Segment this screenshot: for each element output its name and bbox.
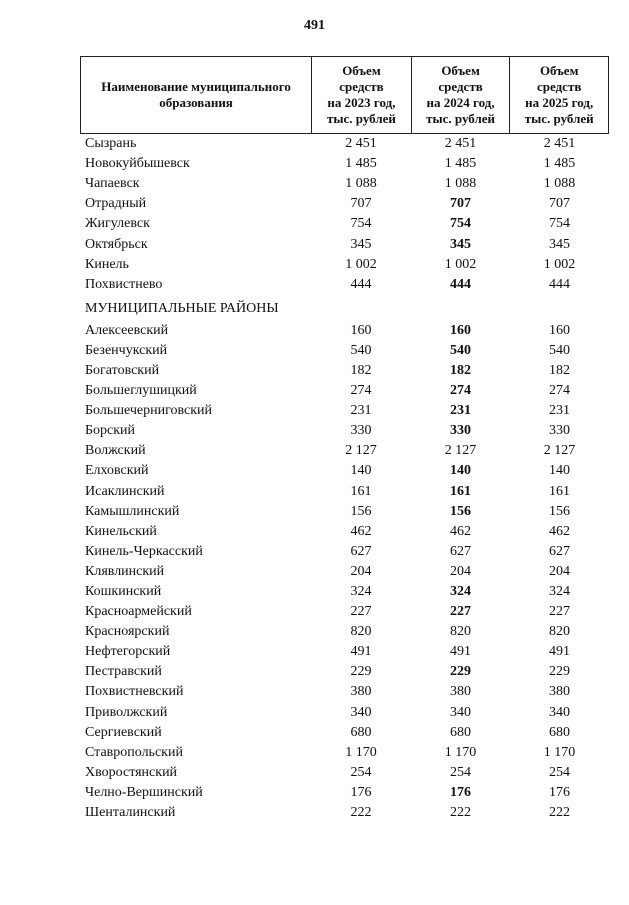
value-2023: 380 xyxy=(350,684,372,700)
value-2023: 231 xyxy=(350,403,372,419)
table-row xyxy=(80,341,609,361)
municipality-name: Камышлинский xyxy=(85,503,180,519)
value-2023: 204 xyxy=(350,563,372,579)
value-2023: 140 xyxy=(350,463,372,479)
value-2024: 160 xyxy=(450,322,471,338)
municipality-name: Волжский xyxy=(85,443,146,459)
municipality-name: Сергиевский xyxy=(85,724,162,740)
municipality-name: Приволжский xyxy=(85,704,168,720)
table-row xyxy=(80,381,609,401)
value-2024: 627 xyxy=(450,543,471,559)
value-2025: 627 xyxy=(549,543,570,559)
value-2025: 160 xyxy=(549,322,570,338)
municipality-name: Хворостянский xyxy=(85,764,178,780)
municipality-name: Чапаевск xyxy=(85,176,140,192)
municipality-name: Ставропольский xyxy=(85,744,183,760)
municipality-name: Октябрьск xyxy=(85,236,148,252)
header-2024: Объем средств на 2024 год, тыс. рублей xyxy=(411,57,510,133)
municipality-name: Красноармейский xyxy=(85,604,192,620)
municipality-name: Елховский xyxy=(85,463,149,479)
value-2025: 140 xyxy=(549,463,570,479)
municipality-name: Алексеевский xyxy=(85,322,169,338)
value-2023: 274 xyxy=(350,383,372,399)
table-row xyxy=(80,134,609,154)
value-2023: 1 002 xyxy=(345,256,377,272)
table-row xyxy=(80,255,609,275)
value-2025: 222 xyxy=(549,805,570,821)
value-2024: 274 xyxy=(450,383,471,399)
municipality-name: Кошкинский xyxy=(85,584,162,600)
value-2025: 324 xyxy=(549,584,570,600)
table-row xyxy=(80,602,609,622)
value-2024: 540 xyxy=(450,342,471,358)
table-row xyxy=(80,743,609,763)
value-2024: 2 127 xyxy=(444,443,477,459)
municipality-name: Жигулевск xyxy=(85,216,150,232)
value-2023: 330 xyxy=(350,423,372,439)
table-row xyxy=(80,321,609,341)
value-2025: 540 xyxy=(549,342,570,358)
value-2025: 462 xyxy=(549,523,570,539)
value-2025: 340 xyxy=(549,704,570,720)
value-2024: 820 xyxy=(450,624,471,640)
table-row xyxy=(80,502,609,522)
table-row xyxy=(80,622,609,642)
section-title: МУНИЦИПАЛЬНЫЕ РАЙОНЫ xyxy=(85,300,279,316)
value-2023: 462 xyxy=(350,523,372,539)
municipality-name: Красноярский xyxy=(85,624,170,640)
value-2025: 1 485 xyxy=(543,156,576,172)
value-2025: 1 170 xyxy=(543,744,576,760)
value-2024: 491 xyxy=(450,644,471,660)
value-2023: 540 xyxy=(350,342,372,358)
value-2024: 380 xyxy=(450,684,471,700)
value-2025: 1 088 xyxy=(543,176,576,192)
table-row xyxy=(80,441,609,461)
municipality-name: Сызрань xyxy=(85,136,137,152)
table-row xyxy=(80,401,609,421)
municipality-name: Богатовский xyxy=(85,362,160,378)
value-2024: 161 xyxy=(450,483,471,499)
municipality-name: Борский xyxy=(85,423,136,439)
table-row xyxy=(80,361,609,381)
value-2024: 340 xyxy=(450,704,471,720)
value-2024: 345 xyxy=(450,236,471,252)
value-2024: 324 xyxy=(450,584,471,600)
value-2024: 2 451 xyxy=(444,136,477,152)
value-2025: 330 xyxy=(549,423,570,439)
value-2023: 176 xyxy=(350,784,372,800)
table-row xyxy=(80,482,609,502)
value-2025: 161 xyxy=(549,483,570,499)
value-2024: 140 xyxy=(450,463,471,479)
value-2023: 1 170 xyxy=(345,744,377,760)
value-2023: 160 xyxy=(350,322,372,338)
table-row xyxy=(80,542,609,562)
value-2025: 754 xyxy=(549,216,570,232)
value-2025: 176 xyxy=(549,784,570,800)
value-2023: 2 451 xyxy=(345,136,377,152)
district-rows xyxy=(80,321,609,823)
value-2024: 229 xyxy=(450,664,471,680)
value-2023: 2 127 xyxy=(345,443,377,459)
municipality-name: Пестравский xyxy=(85,664,162,680)
value-2025: 231 xyxy=(549,403,570,419)
urban-rows xyxy=(80,134,609,295)
value-2023: 156 xyxy=(350,503,372,519)
municipality-name: Челно-Вершинский xyxy=(85,784,203,800)
table-row xyxy=(80,763,609,783)
table-row xyxy=(80,662,609,682)
value-2024: 1 485 xyxy=(444,156,477,172)
value-2024: 1 002 xyxy=(444,256,477,272)
municipality-name: Исаклинский xyxy=(85,483,165,499)
value-2025: 680 xyxy=(549,724,570,740)
value-2023: 680 xyxy=(350,724,372,740)
value-2023: 754 xyxy=(350,216,372,232)
header-municipality: Наименование муниципального образования xyxy=(101,79,291,110)
value-2023: 820 xyxy=(350,624,372,640)
value-2023: 182 xyxy=(350,362,372,378)
value-2025: 204 xyxy=(549,563,570,579)
table-row xyxy=(80,703,609,723)
table-row xyxy=(80,522,609,542)
table-row xyxy=(80,461,609,481)
page-number: 491 xyxy=(304,18,325,33)
value-2025: 274 xyxy=(549,383,570,399)
value-2025: 227 xyxy=(549,604,570,620)
header-2023: Объем средств на 2023 год, тыс. рублей xyxy=(311,57,411,133)
table-header xyxy=(80,56,609,134)
value-2024: 156 xyxy=(450,503,471,519)
municipality-name: Новокуйбышевск xyxy=(85,156,190,172)
value-2024: 254 xyxy=(450,764,471,780)
value-2024: 754 xyxy=(450,216,471,232)
table-row xyxy=(80,234,609,254)
value-2024: 222 xyxy=(450,805,471,821)
value-2025: 1 002 xyxy=(543,256,576,272)
value-2023: 627 xyxy=(350,543,372,559)
table-row xyxy=(80,582,609,602)
table-row xyxy=(80,174,609,194)
value-2023: 491 xyxy=(350,644,372,660)
value-2025: 380 xyxy=(549,684,570,700)
municipality-name: Безенчукский xyxy=(85,342,168,358)
table-row xyxy=(80,421,609,441)
municipality-name: Кинель-Черкасский xyxy=(85,543,203,559)
value-2025: 491 xyxy=(549,644,570,660)
value-2023: 254 xyxy=(350,764,372,780)
municipality-name: Большеглушицкий xyxy=(85,383,197,399)
value-2024: 444 xyxy=(450,276,471,292)
value-2023: 444 xyxy=(350,276,372,292)
municipality-name: Кинельский xyxy=(85,523,157,539)
municipality-name: Клявлинский xyxy=(85,563,165,579)
value-2023: 324 xyxy=(350,584,372,600)
value-2023: 1 088 xyxy=(345,176,377,192)
value-2025: 2 451 xyxy=(543,136,576,152)
table-row xyxy=(80,723,609,743)
value-2023: 1 485 xyxy=(345,156,377,172)
value-2025: 2 127 xyxy=(543,443,576,459)
value-2024: 204 xyxy=(450,563,471,579)
value-2025: 820 xyxy=(549,624,570,640)
table-row xyxy=(80,194,609,214)
table-row xyxy=(80,803,609,823)
value-2023: 161 xyxy=(350,483,372,499)
table-row xyxy=(80,275,609,295)
value-2023: 340 xyxy=(350,704,372,720)
municipality-name: Нефтегорский xyxy=(85,644,171,660)
value-2024: 707 xyxy=(450,196,471,212)
table-row xyxy=(80,783,609,803)
municipality-name: Шенталинский xyxy=(85,805,176,821)
value-2024: 462 xyxy=(450,523,471,539)
value-2025: 229 xyxy=(549,664,570,680)
table-row xyxy=(80,214,609,234)
value-2025: 182 xyxy=(549,362,570,378)
table-row xyxy=(80,642,609,662)
table-row xyxy=(80,154,609,174)
municipality-name: Похвистнево xyxy=(85,276,163,292)
value-2024: 680 xyxy=(450,724,471,740)
municipality-name: Большечерниговский xyxy=(85,403,213,419)
municipality-name: Отрадный xyxy=(85,196,147,212)
value-2024: 176 xyxy=(450,784,471,800)
value-2025: 345 xyxy=(549,236,570,252)
value-2023: 707 xyxy=(350,196,372,212)
value-2024: 182 xyxy=(450,362,471,378)
table-row xyxy=(80,682,609,702)
value-2025: 254 xyxy=(549,764,570,780)
value-2024: 1 170 xyxy=(444,744,477,760)
value-2024: 231 xyxy=(450,403,471,419)
municipality-name: Кинель xyxy=(85,256,129,272)
table-row xyxy=(80,562,609,582)
value-2023: 222 xyxy=(350,805,372,821)
value-2024: 330 xyxy=(450,423,471,439)
value-2025: 156 xyxy=(549,503,570,519)
municipality-name: Похвистневский xyxy=(85,684,184,700)
value-2024: 1 088 xyxy=(444,176,477,192)
allocation-table xyxy=(80,56,609,823)
value-2023: 345 xyxy=(350,236,372,252)
value-2023: 229 xyxy=(350,664,372,680)
value-2025: 707 xyxy=(549,196,570,212)
value-2023: 227 xyxy=(350,604,372,620)
value-2025: 444 xyxy=(549,276,570,292)
value-2024: 227 xyxy=(450,604,471,620)
header-2025: Объем средств на 2025 год, тыс. рублей xyxy=(509,57,608,133)
